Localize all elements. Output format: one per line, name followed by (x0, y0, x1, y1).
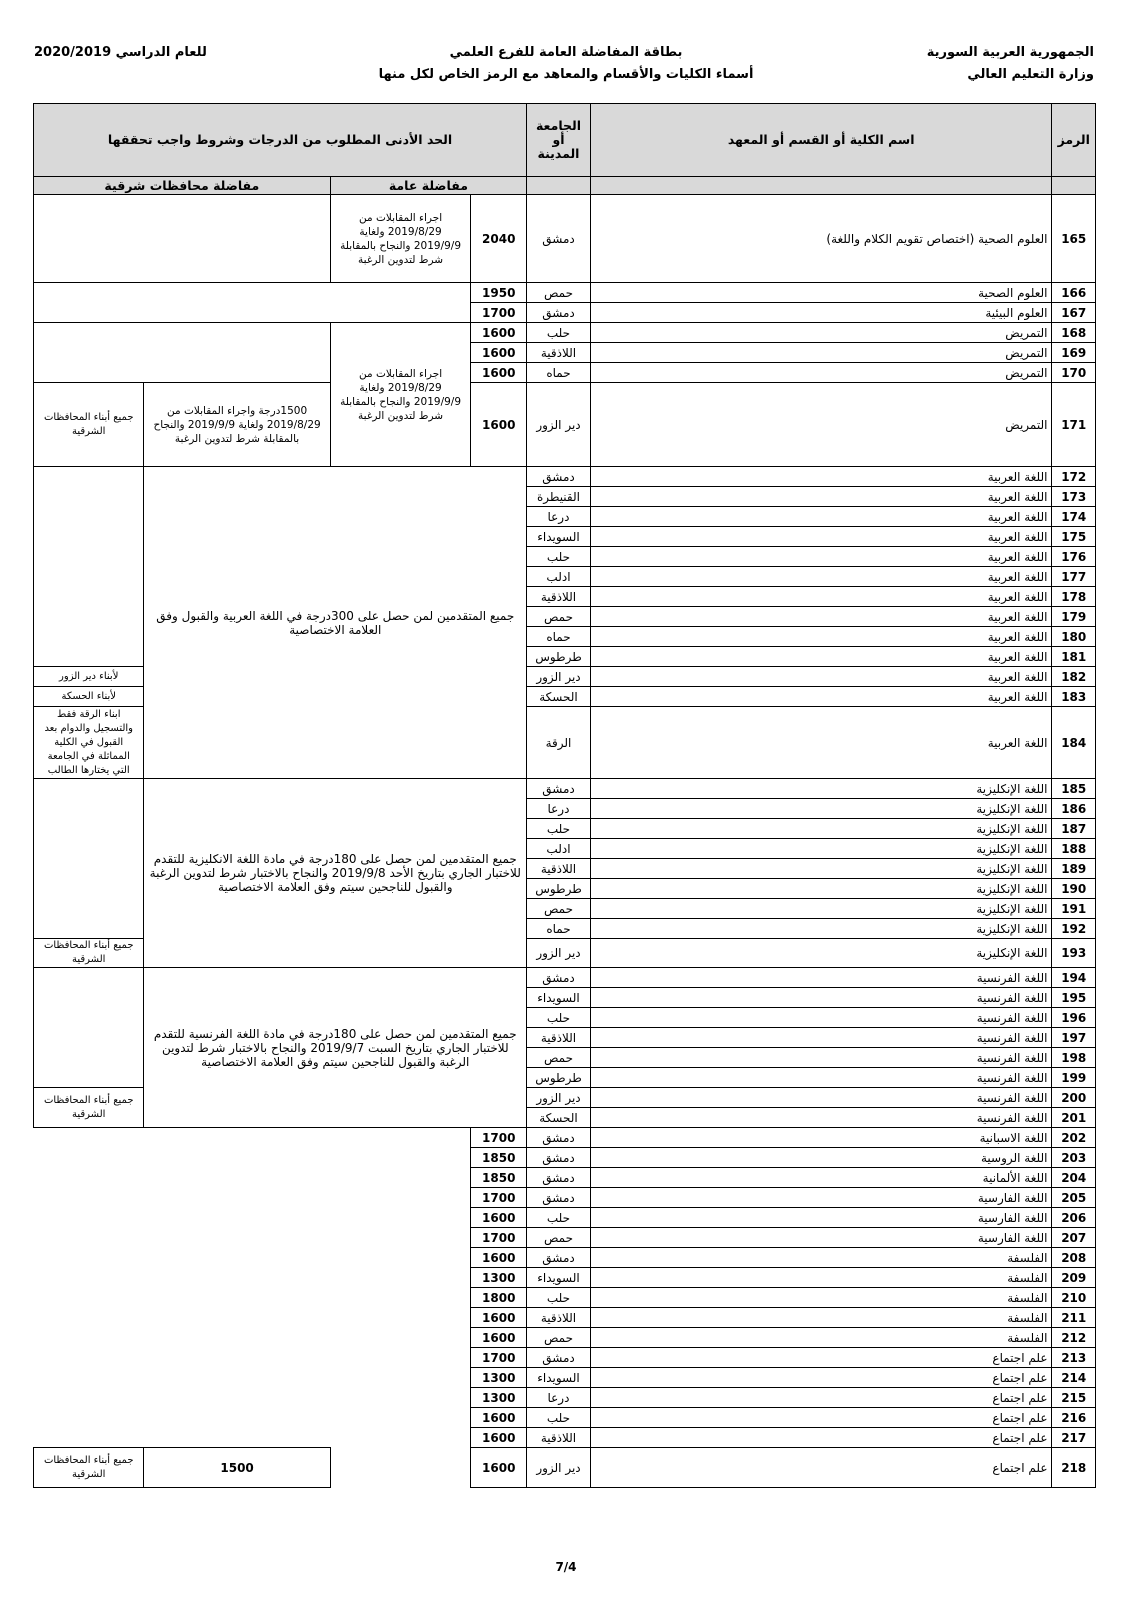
row-code: 182 (1052, 667, 1096, 687)
row-code: 172 (1052, 467, 1096, 487)
row-name: العلوم الصحية (590, 283, 1052, 303)
row-name: اللغة العربية (590, 547, 1052, 567)
row-code: 166 (1052, 283, 1096, 303)
east-eligibility: جميع أبناء المحافظات الشرقية (34, 1088, 144, 1128)
row-city: حلب (527, 323, 591, 343)
row-city: دير الزور (527, 383, 591, 467)
row-score: 1600 (471, 343, 527, 363)
row-name: التمريض (590, 363, 1052, 383)
row-code: 186 (1052, 799, 1096, 819)
row-city: حماه (527, 919, 591, 939)
row-name: اللغة العربية (590, 687, 1052, 707)
row-score: 1850 (471, 1168, 527, 1188)
row-name: اللغة الإنكليزية (590, 799, 1052, 819)
row-city: حمص (527, 283, 591, 303)
page-number: 7/4 (555, 1560, 577, 1574)
row-city: حلب (527, 819, 591, 839)
academic-year: للعام الدراسي 2020/2019 (34, 45, 207, 60)
row-code: 176 (1052, 547, 1096, 567)
row-code: 167 (1052, 303, 1096, 323)
row-city: دمشق (527, 467, 591, 487)
row-code: 173 (1052, 487, 1096, 507)
east-eligibility: جميع أبناء المحافظات الشرقية (34, 939, 144, 968)
east-hasakah: لأبناء الحسكة (34, 687, 144, 707)
row-name: اللغة الإنكليزية (590, 819, 1052, 839)
table-row (34, 1128, 1096, 1148)
row-score: 1600 (471, 1208, 527, 1228)
english-note: جميع المتقدمين لمن حصل على 180درجة في مادة اللغة الانكليزية للتقدم للاختبار الجاري بتاريخ الأحد 2019/9/8 والنجاح بالاختبار شرط لتدوين الرغبة والقبول للناجحين سيتم وفق العلامة الاختصاصية (144, 779, 527, 968)
east-eligibility: جميع أبناء المحافظات الشرقية (34, 383, 144, 467)
row-name: اللغة الفرنسية (590, 1108, 1052, 1128)
row-code: 208 (1052, 1248, 1096, 1268)
blank-area (34, 1128, 471, 1448)
row-city: اللاذقية (527, 587, 591, 607)
row-city: ادلب (527, 567, 591, 587)
row-code: 185 (1052, 779, 1096, 799)
row-name: اللغة العربية (590, 667, 1052, 687)
row-name: التمريض (590, 383, 1052, 467)
table-row (34, 779, 1096, 799)
row-name: الفلسفة (590, 1288, 1052, 1308)
row-code: 196 (1052, 1008, 1096, 1028)
east-empty (34, 467, 144, 667)
row-name: الفلسفة (590, 1248, 1052, 1268)
row-city: السويداء (527, 1268, 591, 1288)
row-city: اللاذقية (527, 859, 591, 879)
row-name: علم اجتماع (590, 1428, 1052, 1448)
row-city: السويداء (527, 988, 591, 1008)
row-city: دمشق (527, 1168, 591, 1188)
row-score: 1600 (471, 1328, 527, 1348)
row-name: اللغة الفرنسية (590, 968, 1052, 988)
row-name: اللغة العربية (590, 647, 1052, 667)
east-eligibility: جميع أبناء المحافظات الشرقية (34, 1448, 144, 1488)
row-code: 188 (1052, 839, 1096, 859)
row-code: 213 (1052, 1348, 1096, 1368)
row-code: 202 (1052, 1128, 1096, 1148)
row-score: 1600 (471, 383, 527, 467)
row-name: علم اجتماع (590, 1348, 1052, 1368)
row-city: دمشق (527, 1148, 591, 1168)
row-name: اللغة العربية (590, 567, 1052, 587)
row-code: 165 (1052, 195, 1096, 283)
row-name: اللغة العربية (590, 707, 1052, 779)
row-city: حمص (527, 1228, 591, 1248)
row-city: حلب (527, 1288, 591, 1308)
row-code: 198 (1052, 1048, 1096, 1068)
row-name: علم اجتماع (590, 1368, 1052, 1388)
row-code: 191 (1052, 899, 1096, 919)
row-name: علم اجتماع (590, 1408, 1052, 1428)
row-code: 201 (1052, 1108, 1096, 1128)
row-name: اللغة الفارسية (590, 1208, 1052, 1228)
row-code: 179 (1052, 607, 1096, 627)
row-code: 215 (1052, 1388, 1096, 1408)
row-name: اللغة العربية (590, 587, 1052, 607)
row-name: اللغة الألمانية (590, 1168, 1052, 1188)
east-empty (34, 195, 331, 283)
title-line-2: أسماء الكليات والأقسام والمعاهد مع الرمز الخاص لكل منها (378, 67, 754, 82)
row-city: حلب (527, 547, 591, 567)
row-city: السويداء (527, 1368, 591, 1388)
row-city: حماه (527, 363, 591, 383)
subheader-empty (590, 177, 1052, 195)
row-name: اللغة الروسية (590, 1148, 1052, 1168)
row-city: حماه (527, 627, 591, 647)
general-empty (34, 283, 471, 323)
row-name: اللغة العربية (590, 607, 1052, 627)
row-city: دير الزور (527, 1088, 591, 1108)
republic-name: الجمهورية العربية السورية (926, 45, 1094, 60)
row-city: دمشق (527, 1348, 591, 1368)
row-code: 175 (1052, 527, 1096, 547)
row-code: 203 (1052, 1148, 1096, 1168)
row-code: 206 (1052, 1208, 1096, 1228)
row-name: التمريض (590, 343, 1052, 363)
row-name: الفلسفة (590, 1308, 1052, 1328)
arabic-note: جميع المتقدمين لمن حصل على 300درجة في اللغة العربية والقبول وفق العلامة الاختصاصية (144, 467, 527, 779)
row-code: 195 (1052, 988, 1096, 1008)
table-row (34, 1448, 1096, 1488)
row-name: اللغة الفرنسية (590, 1028, 1052, 1048)
header-name: اسم الكلية أو القسم أو المعهد (590, 104, 1052, 177)
row-name: اللغة الفرنسية (590, 1068, 1052, 1088)
row-score: 1600 (471, 1308, 527, 1328)
east-empty (34, 968, 144, 1088)
east-empty (34, 323, 331, 383)
row-name: اللغة العربية (590, 467, 1052, 487)
row-city: طرطوس (527, 879, 591, 899)
row-name: اللغة الاسبانية (590, 1128, 1052, 1148)
row-city: حمص (527, 607, 591, 627)
row-name: اللغة الإنكليزية (590, 859, 1052, 879)
row-city: الرقة (527, 707, 591, 779)
row-score: 1700 (471, 1228, 527, 1248)
row-score: 1600 (471, 1408, 527, 1428)
row-city: الحسكة (527, 687, 591, 707)
header-code: الرمز (1052, 104, 1096, 177)
row-score: 1700 (471, 1188, 527, 1208)
row-city: دمشق (527, 1248, 591, 1268)
row-name: اللغة الفرنسية (590, 1048, 1052, 1068)
header-row (34, 104, 1096, 177)
row-code: 217 (1052, 1428, 1096, 1448)
row-city: دمشق (527, 1188, 591, 1208)
row-code: 174 (1052, 507, 1096, 527)
row-name: الفلسفة (590, 1268, 1052, 1288)
row-city: حلب (527, 1408, 591, 1428)
row-score: 1300 (471, 1388, 527, 1408)
row-city: طرطوس (527, 647, 591, 667)
row-name: اللغة الإنكليزية (590, 839, 1052, 859)
row-code: 190 (1052, 879, 1096, 899)
row-name: اللغة الفرنسية (590, 1008, 1052, 1028)
table-row (34, 323, 1096, 343)
row-code: 204 (1052, 1168, 1096, 1188)
row-score: 1800 (471, 1288, 527, 1308)
interview-note: اجراء المقابلات من 2019/8/29 ولغاية 2019/9/9 والنجاح بالمقابلة شرط لتدوين الرغبة (330, 195, 471, 283)
row-city: دمشق (527, 968, 591, 988)
east-empty (34, 779, 144, 939)
subheader-empty (527, 177, 591, 195)
east-score: 1500 (144, 1448, 330, 1488)
row-name: علم اجتماع (590, 1448, 1052, 1488)
row-name: اللغة العربية (590, 487, 1052, 507)
row-city: اللاذقية (527, 1428, 591, 1448)
row-city: القنيطرة (527, 487, 591, 507)
row-score: 2040 (471, 195, 527, 283)
row-name: اللغة الفرنسية (590, 988, 1052, 1008)
table-row (34, 383, 1096, 467)
east-raqqa: ابناء الرقة فقط والتسجيل والدوام بعد القبول في الكلية المماثلة في الجامعة التي يختارها الطالب (34, 707, 144, 779)
table-row (34, 283, 1096, 303)
row-name: العلوم الصحية (اختصاص تقويم الكلام واللغة) (590, 195, 1052, 283)
table-row (34, 195, 1096, 283)
row-code: 211 (1052, 1308, 1096, 1328)
row-score: 1700 (471, 1348, 527, 1368)
row-code: 171 (1052, 383, 1096, 467)
row-city: درعا (527, 507, 591, 527)
row-city: دير الزور (527, 939, 591, 968)
row-code: 193 (1052, 939, 1096, 968)
row-name: اللغة العربية (590, 527, 1052, 547)
row-score: 1700 (471, 1128, 527, 1148)
row-code: 170 (1052, 363, 1096, 383)
row-score: 1600 (471, 1448, 527, 1488)
row-code: 210 (1052, 1288, 1096, 1308)
title-line-1: بطاقة المفاضلة العامة للفرع العلمي (449, 45, 683, 60)
row-city: ادلب (527, 839, 591, 859)
french-note: جميع المتقدمين لمن حصل على 180درجة في مادة اللغة الفرنسية للتقدم للاختبار الجاري بتاريخ السبت 2019/9/7 والنجاح بالاختبار شرط لتدوين الرغبة والقبول للناجحين سيتم وفق العلامة الاختصاصية (144, 968, 527, 1128)
row-city: دمشق (527, 303, 591, 323)
row-score: 1600 (471, 1428, 527, 1448)
row-code: 212 (1052, 1328, 1096, 1348)
row-code: 177 (1052, 567, 1096, 587)
row-code: 209 (1052, 1268, 1096, 1288)
table-row (34, 968, 1096, 988)
row-code: 169 (1052, 343, 1096, 363)
row-city: اللاذقية (527, 1028, 591, 1048)
row-name: الفلسفة (590, 1328, 1052, 1348)
row-code: 187 (1052, 819, 1096, 839)
row-city: طرطوس (527, 1068, 591, 1088)
row-city: حلب (527, 1008, 591, 1028)
row-code: 192 (1052, 919, 1096, 939)
row-code: 218 (1052, 1448, 1096, 1488)
row-city: دير الزور (527, 667, 591, 687)
row-name: اللغة الإنكليزية (590, 879, 1052, 899)
row-city: اللاذقية (527, 343, 591, 363)
row-city: حلب (527, 1208, 591, 1228)
row-code: 168 (1052, 323, 1096, 343)
row-code: 214 (1052, 1368, 1096, 1388)
row-city: دمشق (527, 1128, 591, 1148)
row-city: درعا (527, 799, 591, 819)
header-general: مفاضلة عامة (330, 177, 526, 195)
blank-gap (330, 1448, 471, 1488)
east-deir: لأبناء دير الزور (34, 667, 144, 687)
header-min-score: الحد الأدنى المطلوب من الدرجات وشروط واجب تحققها (34, 104, 527, 177)
row-city: درعا (527, 1388, 591, 1408)
row-code: 205 (1052, 1188, 1096, 1208)
row-city: الحسكة (527, 1108, 591, 1128)
row-name: التمريض (590, 323, 1052, 343)
row-code: 216 (1052, 1408, 1096, 1428)
row-city: دمشق (527, 195, 591, 283)
interview-note: اجراء المقابلات من 2019/8/29 ولغاية 2019/9/9 والنجاح بالمقابلة شرط لتدوين الرغبة (330, 323, 471, 467)
row-score: 1700 (471, 303, 527, 323)
east-interview-note: 1500درجة واجراء المقابلات من 2019/8/29 ولغاية 2019/9/9 والنجاح بالمقابلة شرط لتدوين الرغبة (144, 383, 330, 467)
row-code: 194 (1052, 968, 1096, 988)
row-code: 200 (1052, 1088, 1096, 1108)
row-city: حمص (527, 899, 591, 919)
row-score: 1600 (471, 1248, 527, 1268)
row-name: اللغة الإنكليزية (590, 939, 1052, 968)
row-name: اللغة الإنكليزية (590, 919, 1052, 939)
row-code: 178 (1052, 587, 1096, 607)
row-code: 207 (1052, 1228, 1096, 1248)
row-city: دمشق (527, 779, 591, 799)
row-code: 189 (1052, 859, 1096, 879)
row-score: 1600 (471, 363, 527, 383)
admissions-table (33, 103, 1096, 1488)
row-name: اللغة الفارسية (590, 1228, 1052, 1248)
row-score: 1300 (471, 1368, 527, 1388)
row-name: اللغة الإنكليزية (590, 899, 1052, 919)
row-name: علم اجتماع (590, 1388, 1052, 1408)
ministry-name: وزارة التعليم العالي (967, 67, 1094, 82)
row-score: 1850 (471, 1148, 527, 1168)
row-city: دير الزور (527, 1448, 591, 1488)
row-name: العلوم البيئية (590, 303, 1052, 323)
header-east: مفاضلة محافظات شرقية (34, 177, 331, 195)
table-row (34, 467, 1096, 487)
row-code: 180 (1052, 627, 1096, 647)
row-code: 199 (1052, 1068, 1096, 1088)
row-name: اللغة العربية (590, 627, 1052, 647)
subheader-row (34, 177, 1096, 195)
subheader-empty (1052, 177, 1096, 195)
header-city: الجامعة أو المدينة (527, 104, 591, 177)
row-code: 197 (1052, 1028, 1096, 1048)
row-code: 184 (1052, 707, 1096, 779)
row-score: 1300 (471, 1268, 527, 1288)
row-score: 1600 (471, 323, 527, 343)
row-city: السويداء (527, 527, 591, 547)
row-city: حمص (527, 1328, 591, 1348)
row-name: اللغة الإنكليزية (590, 779, 1052, 799)
row-name: اللغة الفرنسية (590, 1088, 1052, 1108)
row-city: حمص (527, 1048, 591, 1068)
row-code: 183 (1052, 687, 1096, 707)
row-score: 1950 (471, 283, 527, 303)
row-name: اللغة الفارسية (590, 1188, 1052, 1208)
row-code: 181 (1052, 647, 1096, 667)
row-city: اللاذقية (527, 1308, 591, 1328)
row-name: اللغة العربية (590, 507, 1052, 527)
